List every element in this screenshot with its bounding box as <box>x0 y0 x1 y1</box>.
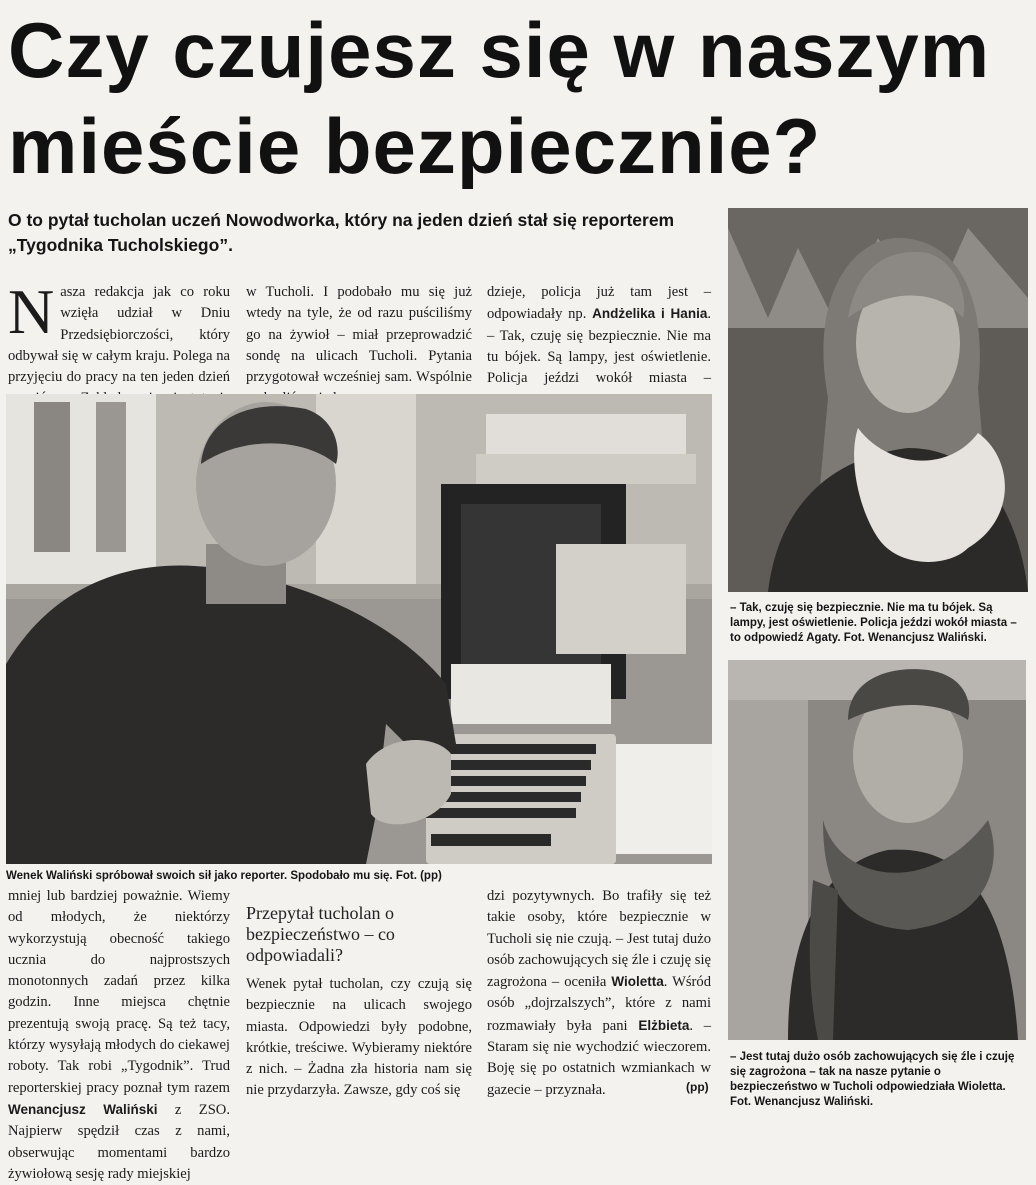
name-wenancjusz: Wenancjusz Waliński <box>8 1101 158 1117</box>
caption-bottom-right-photo: – Jest tutaj dużo osób zachowujących się źle i czuję się zagrożona – tak na nasze pytanie o bezpieczeństwo w Tucholi odpowiedziała Wioletta. Fot. Wenancjusz Waliński. <box>730 1051 1015 1108</box>
name-andzelika-hania: Andżelika i Hania <box>592 306 708 322</box>
name-elzbieta: Elżbieta <box>638 1017 690 1033</box>
photo-wioletta <box>728 660 1026 1040</box>
name-wioletta: Wioletta <box>611 974 664 990</box>
lower-column-3: dzi pozytywnych. Bo trafiły się też takie osoby, które bezpiecznie w Tucholi się nie czują. – Jest tutaj dużo osób zachowujących się źle i czuję się zagrożona – oceniła Wioletta. Wśród osób „dojrzalszych”, które z nami rozmawiały była pani Elżbieta. – Staram się nie wychodzić wieczorem. Boję się po ostatnich wzmiankach w gazecie – przyznała. <box>487 888 711 1098</box>
lead-paragraph: O to pytał tucholan uczeń Nowodworka, który na jeden dzień stał się reporterem „Tygodnika Tucholskiego”. <box>8 210 675 255</box>
drop-cap: N <box>8 276 55 347</box>
intro-column-2: w Tucholi. I podobało mu się już wtedy na tyle, że od razu puściliśmy go na żywioł – miał przeprowadzić sondę na ulicach Tucholi. Pytania przygotował wcześniej sam. Wspólnie <box>246 284 472 386</box>
photo-reporter-at-desk <box>6 394 712 864</box>
lower-column-2: Wenek pytał tucholan, czy czują się bezpiecznie na ulicach swojego miasta. Odpowiedzi były podobne, krótkie, treściwe. Wybieramy niektóre z nich. – Żadna zła historia nam się nie przydarzyła. Zawsze, gdy coś się <box>246 976 472 1099</box>
caption-top-right-photo: – Tak, czuję się bezpiecznie. Nie ma tu bójek. Są lampy, jest oświetlenie. Policja jeździ wokół miasta – to odpowiedź Agaty. Fot. Wenancjusz Waliński. <box>730 602 1017 644</box>
headline: Czy czujesz się w naszym mieście bezpiecznie? <box>8 6 991 190</box>
photo-agata <box>728 208 1028 592</box>
intro-column-1-text: asza redakcja jak co roku wzięła udział w Dniu Przedsiębiorczości, który odbywał się w całym kraju. Polega na przyjęciu do pracy na ten jeden dzień <box>8 284 230 386</box>
lower-column-1: mniej lub bardziej poważnie. Wiemy od młodych, że niektórzy wykorzystują obecność takiego ucznia do najprostszych monotonnych zadań przez kilka godzin. Inne miejsca chętnie prezentują swoją pracę. Są też tacy, którzy wysyłają młodych do ciekawej roboty. Tak robi „Tygodnik”. Trud reporterskiej pracy poznał tym razem Wenancjusz Waliński z ZSO. Najpierw spędził czas z nami, obserwując momentami bardzo żywiołową sesję rady miejskiej <box>8 888 230 1182</box>
intro-column-3: dzieje, policja już tam jest – odpowiadały np. Andżelika i Hania. – Tak, czuję się bezpiecznie. Nie ma tu bójek. Są lampy, jest oświetlenie. Policja jeździ wokół miasta – <box>487 282 711 412</box>
caption-main-photo: Wenek Waliński spróbował swoich sił jako reporter. Spodobało mu się. Fot. (pp) <box>6 870 442 882</box>
subheading: Przepytał tucholan o bezpieczeństwo – co odpowiadali? <box>246 903 395 965</box>
author-signature: (pp) <box>686 1080 709 1094</box>
